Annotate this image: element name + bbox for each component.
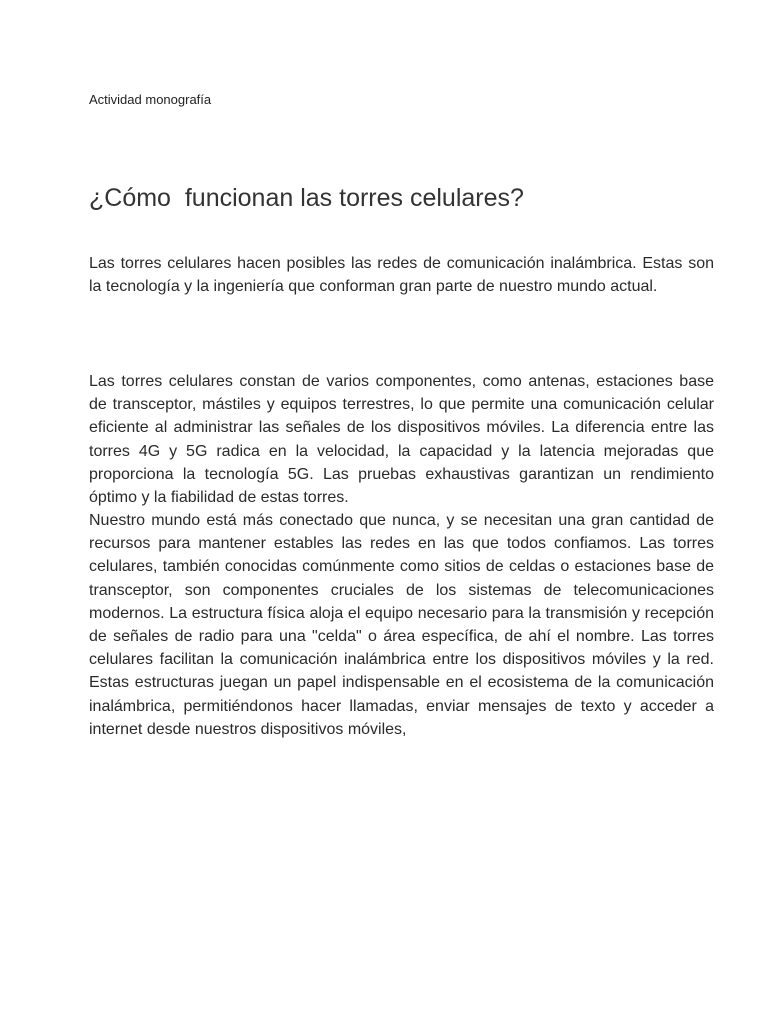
paragraph-connectivity: Nuestro mundo está más conectado que nunca, y se necesitan una gran cantidad de recursos para mantener estables las redes en las que todos confiamos. Las torres celulares, también conocidas comúnmente como sitios de celdas o estaciones base de transceptor, son componentes cruciales de los sistemas de telecomunicaciones modernos. La estructura física aloja el equipo necesario para la transmisión y recepción de señales de radio para una "celda" o área específica, de ahí el nombre. Las torres celulares facilitan la comunicación inalámbrica entre los dispositivos móviles y la red. Estas estructuras juegan un papel indispensable en el ecosistema de la comunicación inalámbrica, permitiéndonos hacer llamadas, enviar mensajes de texto y acceder a internet desde nuestros dispositivos móviles, [89, 512, 714, 738]
header-label: Actividad monografía [89, 92, 212, 107]
paragraph-components: Las torres celulares constan de varios componentes, como antenas, estaciones base de transceptor, mástiles y equipos terrestres, lo que permite una comunicación celular eficiente al administrar las señales de los dispositivos móviles. La diferencia entre las torres 4G y 5G radica en la velocidad, la capacidad y la latencia mejoradas que proporciona la tecnología 5G. Las pruebas exhaustivas garantizan un rendimiento óptimo y la fiabilidad de estas torres. [89, 373, 714, 507]
page-title: ¿Cómo funcionan las torres celulares? [89, 184, 524, 212]
paragraph-intro: Las torres celulares hacen posibles las redes de comunicación inalámbrica. Estas son la tecnología y la ingeniería que conforman gran parte de nuestro mundo actual. [89, 255, 714, 296]
